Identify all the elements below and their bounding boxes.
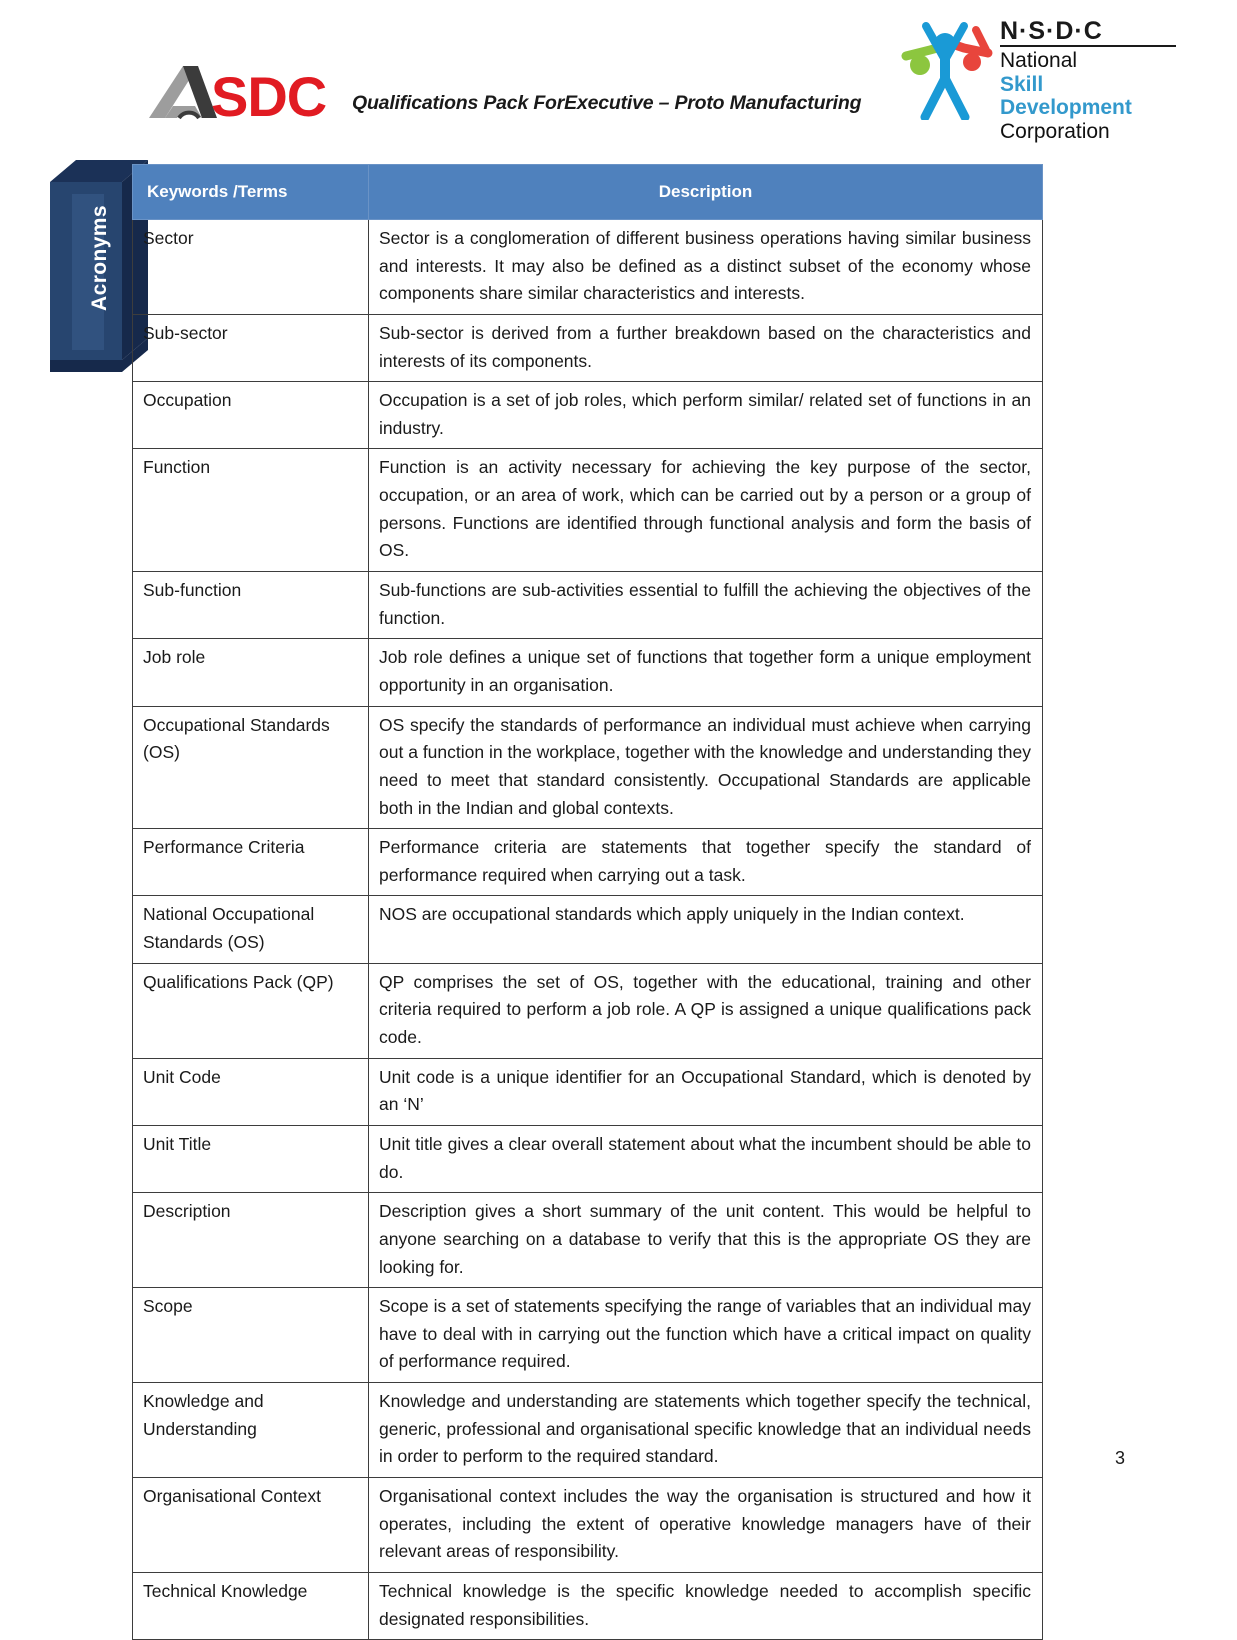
table-row (133, 1383, 1043, 1478)
acronyms-glossary-table (132, 164, 1043, 1640)
table-row (133, 963, 1043, 1058)
term-cell: Occupation (133, 382, 369, 449)
term-cell: Description (133, 1193, 369, 1288)
table-row (133, 896, 1043, 963)
table-row (133, 1193, 1043, 1288)
description-cell: Unit code is a unique identifier for an Occupational Standard, which is denoted by an ‘N’ (369, 1058, 1043, 1125)
term-cell: Technical Knowledge (133, 1572, 369, 1639)
nsdc-abbreviation: N·S·D·C (1000, 17, 1103, 45)
nsdc-line-skill-development: Skill Development (1000, 72, 1132, 120)
table-row (133, 706, 1043, 829)
term-cell: Sector (133, 220, 369, 315)
description-cell: NOS are occupational standards which apply uniquely in the Indian context. (369, 896, 1043, 963)
term-cell: Sub-sector (133, 314, 369, 381)
description-cell: OS specify the standards of performance an individual must achieve when carrying out a function in the workplace, together with the knowledge and understanding they need to meet that standard consistently. Occupational Standards are applicable both in the Indian and global contexts. (369, 706, 1043, 829)
page-header (0, 0, 1237, 150)
asdc-logo (145, 62, 335, 124)
description-cell: Sector is a conglomeration of different business operations having similar business and interests. It may also be defined as a distinct subset of the economy whose components share similar characteristics and interests. (369, 220, 1043, 315)
nsdc-divider (1000, 45, 1176, 47)
term-cell: Function (133, 449, 369, 572)
svg-text:SDC: SDC (211, 65, 327, 124)
description-cell: Technical knowledge is the specific knowledge needed to accomplish specific designated responsibilities. (369, 1572, 1043, 1639)
term-cell: Scope (133, 1288, 369, 1383)
description-cell: Performance criteria are statements that together specify the standard of performance required when carrying out a task. (369, 829, 1043, 896)
nsdc-wordmark (1000, 18, 1180, 143)
column-header-keywords-terms: Keywords /Terms (133, 165, 369, 220)
table-row (133, 220, 1043, 315)
table-row (133, 829, 1043, 896)
term-cell: Knowledge and Understanding (133, 1383, 369, 1478)
term-cell: Unit Title (133, 1125, 369, 1192)
description-cell: Occupation is a set of job roles, which perform similar/ related set of functions in an industry. (369, 382, 1043, 449)
nsdc-line-corporation: Corporation (1000, 119, 1110, 143)
term-cell: Unit Code (133, 1058, 369, 1125)
table-row (133, 1572, 1043, 1639)
term-cell: Sub-function (133, 572, 369, 639)
table-header-row (133, 165, 1043, 220)
section-tab-label: Acronyms (88, 205, 111, 311)
table-row (133, 572, 1043, 639)
table-row (133, 1058, 1043, 1125)
description-cell: Knowledge and understanding are statements which together specify the technical, generic, professional and organisational specific knowledge that an individual needs in order to perform to the required standard. (369, 1383, 1043, 1478)
nsdc-line-national: National (1000, 49, 1078, 73)
description-cell: Organisational context includes the way the organisation is structured and how it operates, including the extent of operative knowledge managers have of their relevant areas of responsibility. (369, 1477, 1043, 1572)
table-row (133, 1288, 1043, 1383)
column-header-description: Description (369, 165, 1043, 220)
table-row (133, 382, 1043, 449)
description-cell: Scope is a set of statements specifying the range of variables that an individual may have to deal with in carrying out the function which have a critical impact on quality of performance required. (369, 1288, 1043, 1383)
description-cell: Unit title gives a clear overall statement about what the incumbent should be able to do. (369, 1125, 1043, 1192)
description-cell: Sub-functions are sub-activities essential to fulfill the achieving the objectives of the function. (369, 572, 1043, 639)
term-cell: Performance Criteria (133, 829, 369, 896)
description-cell: Sub-sector is derived from a further breakdown based on the characteristics and interests of its components. (369, 314, 1043, 381)
term-cell: Qualifications Pack (QP) (133, 963, 369, 1058)
page-title: Qualifications Pack ForExecutive – Proto Manufacturing (352, 92, 862, 114)
term-cell: Job role (133, 639, 369, 706)
term-cell: National Occupational Standards (OS) (133, 896, 369, 963)
description-cell: Description gives a short summary of the unit content. This would be helpful to anyone searching on a database to verify that this is the appropriate OS they are looking for. (369, 1193, 1043, 1288)
description-cell: Function is an activity necessary for achieving the key purpose of the sector, occupation, or an area of work, which can be carried out by a person or a group of persons. Functions are identified through functional analysis and form the basis of OS. (369, 449, 1043, 572)
table-row (133, 1477, 1043, 1572)
page-number: 3 (1114, 1448, 1125, 1468)
nsdc-figures-icon (900, 20, 998, 120)
description-cell: QP comprises the set of OS, together with the educational, training and other criteria required to perform a job role. A QP is assigned a unique qualifications pack code. (369, 963, 1043, 1058)
term-cell: Occupational Standards (OS) (133, 706, 369, 829)
term-cell: Organisational Context (133, 1477, 369, 1572)
table-row (133, 449, 1043, 572)
nsdc-logo (900, 17, 1180, 143)
table-row (133, 639, 1043, 706)
table-row (133, 1125, 1043, 1192)
table-row (133, 314, 1043, 381)
description-cell: Job role defines a unique set of functions that together form a unique employment opportunity in an organisation. (369, 639, 1043, 706)
